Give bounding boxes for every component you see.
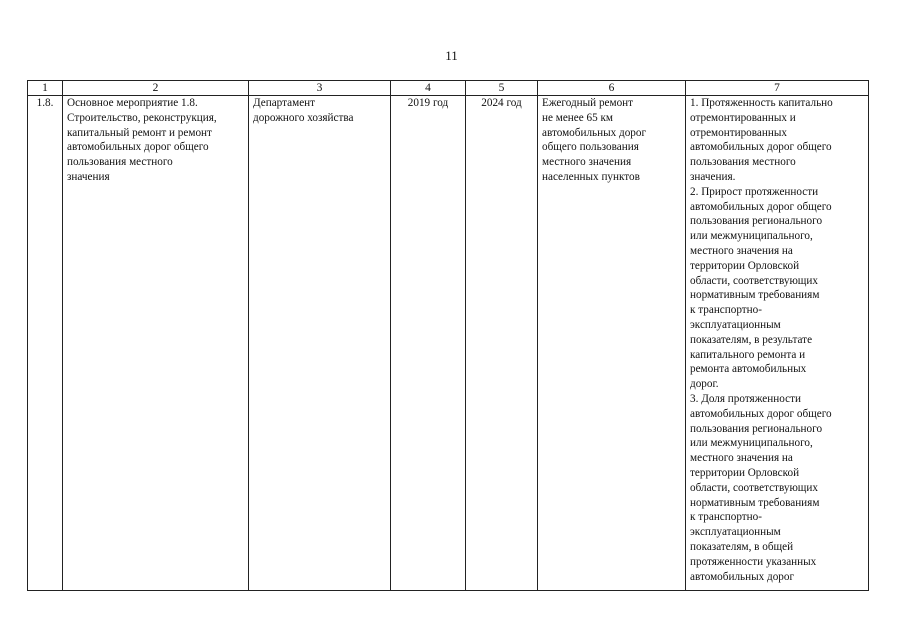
indicator-line: протяженности указанных <box>690 555 817 568</box>
column-number-1: 1 <box>28 81 63 96</box>
indicators-cell <box>686 96 869 591</box>
column-number-4: 4 <box>391 81 466 96</box>
indicator-line: местного значения на <box>690 244 793 257</box>
indicator-line: отремонтированных <box>690 126 787 139</box>
activity-line: автомобильных дорог общего <box>67 141 209 154</box>
indicator-line: эксплуатационным <box>690 318 781 331</box>
activity-name-cell <box>63 96 249 591</box>
result-line: населенных пунктов <box>542 170 640 183</box>
result-line: автомобильных дорог <box>542 126 647 139</box>
result-line: не менее 65 км <box>542 111 614 124</box>
table-row <box>28 96 869 591</box>
indicator-line: территории Орловской <box>690 259 800 272</box>
indicator-line: ремонта автомобильных <box>690 363 807 376</box>
indicator-line: к транспортно- <box>690 304 762 317</box>
indicator-line: или межмуниципального, <box>690 230 813 243</box>
column-number-6: 6 <box>538 81 686 96</box>
indicator-line: местного значения на <box>690 452 793 465</box>
indicator-line: нормативным требованиям <box>690 496 820 509</box>
indicator-line: или межмуниципального, <box>690 437 813 450</box>
activity-line: значения <box>67 170 110 183</box>
column-number-2: 2 <box>63 81 249 96</box>
indicator-line: нормативным требованиям <box>690 289 820 302</box>
indicator-line: пользования регионального <box>690 215 823 228</box>
indicator-line: автомобильных дорог общего <box>690 200 832 213</box>
activity-line: пользования местного <box>67 156 173 169</box>
indicator-line: области, соответствующих <box>690 274 818 287</box>
indicator-line: капитального ремонта и <box>690 348 806 361</box>
activity-line: Основное мероприятие 1.8. <box>67 97 198 109</box>
indicator-line: территории Орловской <box>690 466 800 479</box>
executor-line: Департамент <box>253 97 316 109</box>
indicator-line: автомобильных дорог общего <box>690 141 832 154</box>
activity-line: Строительство, реконструкция, <box>67 111 217 124</box>
result-line: местного значения <box>542 156 632 169</box>
indicator-line: области, соответствующих <box>690 481 818 494</box>
indicator-line: автомобильных дорог <box>690 570 795 583</box>
expected-result-cell <box>538 96 686 591</box>
result-line: Ежегодный ремонт <box>542 97 634 109</box>
indicator-line: 2. Прирост протяженности <box>690 185 819 198</box>
page-number: 11 <box>445 48 458 63</box>
indicator-line: дорог. <box>690 378 719 391</box>
column-number-7: 7 <box>686 81 869 96</box>
start-year-cell: 2019 год <box>391 96 466 591</box>
indicator-line: значения. <box>690 170 736 183</box>
indicator-line: автомобильных дорог общего <box>690 407 832 420</box>
end-year-cell: 2024 год <box>466 96 538 591</box>
row-number-cell: 1.8. <box>28 96 63 591</box>
executor-line: дорожного хозяйства <box>253 111 354 124</box>
indicator-line: 3. Доля протяженности <box>690 392 801 405</box>
indicator-line: к транспортно- <box>690 511 762 524</box>
indicator-line: пользования регионального <box>690 422 823 435</box>
column-number-5: 5 <box>466 81 538 96</box>
program-activities-table <box>27 80 869 591</box>
indicator-line: показателям, в результате <box>690 333 813 346</box>
column-number-row <box>28 81 869 96</box>
indicator-line: показателям, в общей <box>690 540 794 553</box>
indicator-line: отремонтированных и <box>690 111 796 124</box>
executor-cell <box>249 96 391 591</box>
result-line: общего пользования <box>542 141 639 154</box>
indicator-line: 1. Протяженность капитально <box>690 97 833 109</box>
column-number-3: 3 <box>249 81 391 96</box>
indicator-line: пользования местного <box>690 156 796 169</box>
activity-line: капитальный ремонт и ремонт <box>67 126 212 139</box>
indicator-line: эксплуатационным <box>690 526 781 539</box>
